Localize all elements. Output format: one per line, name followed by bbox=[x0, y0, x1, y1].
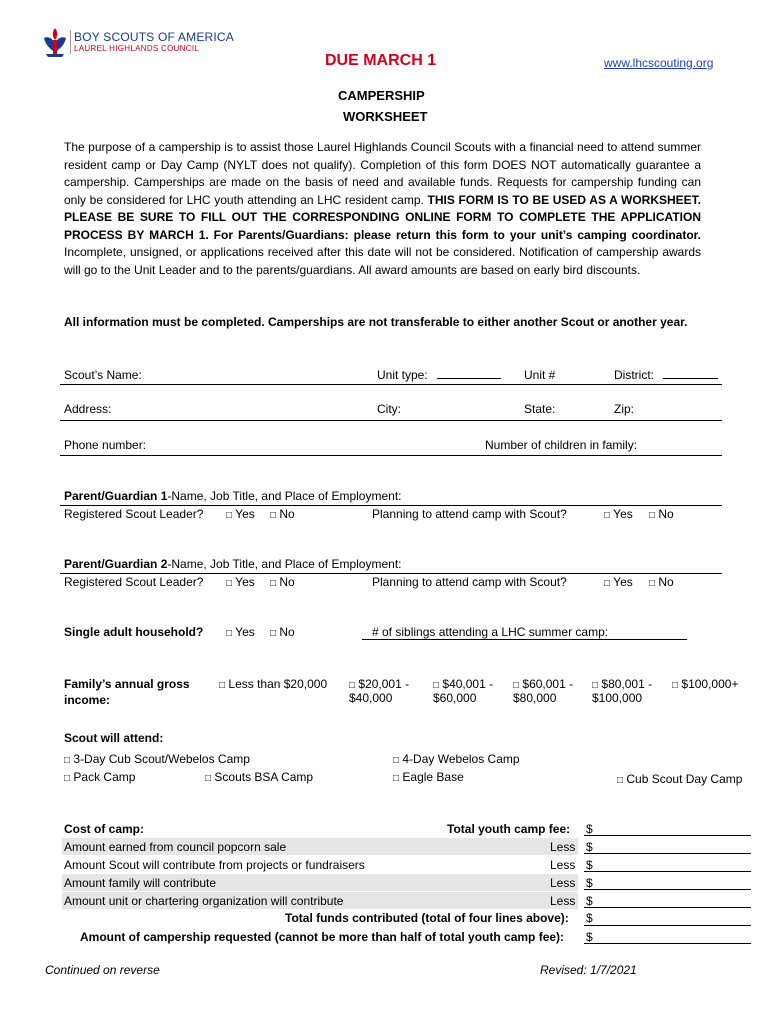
bsa-logo-icon bbox=[40, 26, 70, 58]
parent2-heading: Parent/Guardian 2-Name, Job Title, and Place of Employment: bbox=[64, 557, 402, 571]
fundraiser-field[interactable] bbox=[584, 871, 751, 872]
single-household-question: Single adult household? bbox=[64, 625, 204, 639]
attend-scouts-bsa[interactable]: □ Scouts BSA Camp bbox=[205, 770, 314, 784]
intro-paragraph: The purpose of a campership is to assist those Laurel Highlands Council Scouts with a financial need to attend summer resident camp or Day Camp (NYLT does not qualify). Completion of this form DOES NOT automatically guarantee a campership. Camperships are made on the basis of need and available funds. Requests for campership funding can only be considered for LHC youth attending an LHC resident camp. THIS FORM IS TO BE USED AS A WORKSHEET. PLEASE BE SURE TO FILL OUT THE CORRESPONDING ONLINE FORM TO COMPLETE THE APPLICATION PROCESS BY MARCH 1. For Parents/Guardians: please return this form to your unit’s camping coordinator. Incomplete, unsigned, or applications received after this date will not be considered. Notification of campership awards will go to the Unit Leader and to the parents/guardians. All award amounts are based on early bird discounts. bbox=[64, 140, 701, 277]
parent1-camp-yes[interactable]: □ Yes bbox=[604, 507, 633, 521]
single-household-yes[interactable]: □ Yes bbox=[226, 625, 255, 639]
unit-field[interactable] bbox=[584, 907, 751, 908]
parent2-leader-question: Registered Scout Leader? bbox=[64, 575, 204, 589]
popcorn-field[interactable] bbox=[584, 853, 751, 854]
total-fee-dollar: $ bbox=[586, 822, 593, 836]
revised-date: Revised: 1/7/2021 bbox=[540, 963, 637, 977]
siblings-question: # of siblings attending a LHC summer camp: bbox=[372, 625, 609, 639]
page-title-2: WORKSHEET bbox=[343, 109, 428, 124]
scout-info-row3-line[interactable] bbox=[60, 455, 722, 456]
total-fee-label: Total youth camp fee: bbox=[447, 822, 571, 836]
parent2-camp-no[interactable]: □ No bbox=[649, 575, 674, 589]
income-option-5[interactable]: □ $80,001 - $100,000 bbox=[592, 677, 653, 705]
parent2-leader-no[interactable]: □ No bbox=[270, 575, 295, 589]
parent1-leader-no[interactable]: □ No bbox=[270, 507, 295, 521]
family-dollar: $ bbox=[586, 876, 593, 890]
single-household-no[interactable]: □ No bbox=[270, 625, 295, 639]
parent1-heading: Parent/Guardian 1-Name, Job Title, and Place of Employment: bbox=[64, 489, 402, 503]
total-funds-field[interactable] bbox=[584, 925, 751, 926]
requested-label: Amount of campership requested (cannot be more than half of total youth camp fee): bbox=[80, 930, 565, 944]
parent2-camp-yes[interactable]: □ Yes bbox=[604, 575, 633, 589]
state-label: State: bbox=[524, 402, 556, 416]
continued-note: Continued on reverse bbox=[45, 963, 160, 977]
parent2-camp-question: Planning to attend camp with Scout? bbox=[372, 575, 567, 589]
income-option-4[interactable]: □ $60,001 - $80,000 bbox=[513, 677, 574, 705]
city-label: City: bbox=[377, 402, 401, 416]
parent2-leader-yes[interactable]: □ Yes bbox=[226, 575, 255, 589]
org-name: BOY SCOUTS OF AMERICA bbox=[74, 30, 235, 44]
popcorn-row-label: Amount earned from council popcorn sale bbox=[64, 840, 287, 854]
unit-less: Less bbox=[550, 894, 576, 908]
popcorn-dollar: $ bbox=[586, 840, 593, 854]
cost-label: Cost of camp: bbox=[64, 822, 145, 836]
parent1-leader-yes[interactable]: □ Yes bbox=[226, 507, 255, 521]
page-title-1: CAMPERSHIP bbox=[338, 88, 425, 103]
parent1-camp-no[interactable]: □ No bbox=[649, 507, 674, 521]
unit-type-label: Unit type: bbox=[377, 368, 428, 382]
popcorn-less: Less bbox=[550, 840, 576, 854]
income-option-2[interactable]: □ $20,001 - $40,000 bbox=[349, 677, 410, 705]
unit-type-field[interactable] bbox=[437, 378, 501, 379]
parent1-leader-question: Registered Scout Leader? bbox=[64, 507, 204, 521]
address-label: Address: bbox=[64, 402, 112, 416]
family-field[interactable] bbox=[584, 889, 751, 890]
scout-info-row2-line[interactable] bbox=[60, 420, 722, 421]
total-funds-label: Total funds contributed (total of four lines above): bbox=[285, 911, 569, 925]
attend-cub-day-camp[interactable]: □ Cub Scout Day Camp bbox=[617, 772, 743, 786]
fundraiser-less: Less bbox=[550, 858, 576, 872]
fundraiser-dollar: $ bbox=[586, 858, 593, 872]
income-label-2: income: bbox=[64, 693, 111, 707]
parent1-camp-question: Planning to attend camp with Scout? bbox=[372, 507, 567, 521]
attend-cub-3day[interactable]: □ 3-Day Cub Scout/Webelos Camp bbox=[64, 752, 250, 766]
unit-number-label: Unit # bbox=[524, 368, 556, 382]
siblings-field[interactable] bbox=[362, 639, 687, 640]
income-option-1[interactable]: □ Less than $20,000 bbox=[219, 677, 328, 691]
council-name: LAUREL HIGHLANDS COUNCIL bbox=[74, 44, 200, 53]
parent1-line[interactable] bbox=[60, 505, 722, 506]
scout-info-row1-line[interactable] bbox=[60, 384, 722, 385]
attend-pack-camp[interactable]: □ Pack Camp bbox=[64, 770, 136, 784]
attend-webelos-4day[interactable]: □ 4-Day Webelos Camp bbox=[393, 752, 520, 766]
district-field[interactable] bbox=[663, 378, 718, 379]
income-option-6[interactable]: □ $100,000+ bbox=[672, 677, 739, 691]
total-fee-field[interactable] bbox=[584, 835, 751, 836]
unit-row-label: Amount unit or chartering organization will contribute bbox=[64, 894, 344, 908]
attend-label: Scout will attend: bbox=[64, 731, 164, 745]
total-funds-dollar: $ bbox=[586, 911, 593, 925]
zip-label: Zip: bbox=[614, 402, 635, 416]
income-option-3[interactable]: □ $40,001 - $60,000 bbox=[433, 677, 494, 705]
website-link[interactable]: www.lhcscouting.org bbox=[604, 56, 714, 70]
income-label-1: Family’s annual gross bbox=[64, 677, 190, 691]
requested-dollar: $ bbox=[586, 930, 593, 944]
parent2-line[interactable] bbox=[60, 573, 722, 574]
children-count-label: Number of children in family: bbox=[485, 438, 638, 452]
unit-dollar: $ bbox=[586, 894, 593, 908]
family-row-label: Amount family will contribute bbox=[64, 876, 217, 890]
due-date: DUE MARCH 1 bbox=[325, 52, 437, 69]
requested-field[interactable] bbox=[584, 943, 751, 944]
family-less: Less bbox=[550, 876, 576, 890]
fundraiser-row-label: Amount Scout will contribute from projects or fundraisers bbox=[64, 858, 365, 872]
phone-label: Phone number: bbox=[64, 438, 147, 452]
notice-text: All information must be completed. Camperships are not transferable to either another Scout or another year. bbox=[64, 315, 688, 329]
district-label: District: bbox=[614, 368, 654, 382]
scout-name-label: Scout’s Name: bbox=[64, 368, 142, 382]
attend-eagle-base[interactable]: □ Eagle Base bbox=[393, 770, 464, 784]
